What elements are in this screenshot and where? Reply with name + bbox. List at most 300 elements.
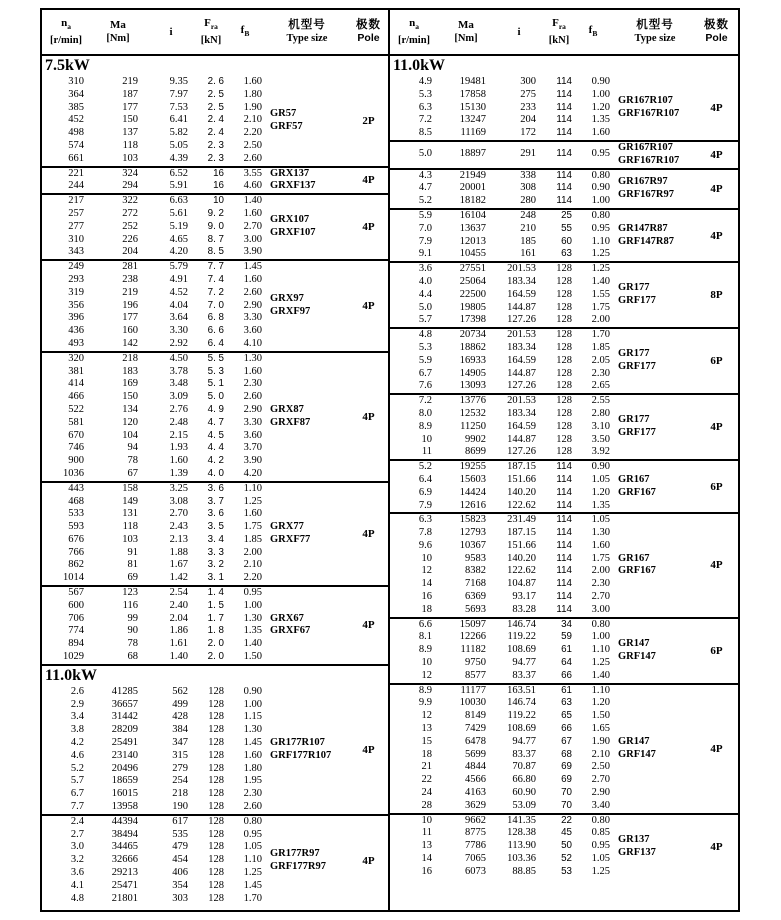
cell-i: 6.41 <box>169 114 188 126</box>
cell-fra: 2. 6 <box>207 76 224 87</box>
cell-i: 144.87 <box>507 433 536 445</box>
type-size-line: GR167R107 <box>618 141 673 153</box>
cell-fb: 2.10 <box>243 559 262 571</box>
type-size-line: GRX77 <box>270 521 304 533</box>
type-size-label <box>264 108 350 134</box>
type-size-label <box>612 638 698 664</box>
cell-fb: 1.25 <box>591 263 610 275</box>
cell-i: 3.09 <box>169 391 188 403</box>
type-size-label <box>264 521 350 547</box>
cell-ma: 28209 <box>111 724 138 736</box>
cell-fb: 1.60 <box>591 539 610 551</box>
cell-ma: 14905 <box>459 367 486 379</box>
type-size-line: GRX107 <box>270 214 310 226</box>
table-row <box>390 446 612 459</box>
cell-na: 217 <box>68 195 84 207</box>
table-row <box>42 711 264 724</box>
cell-i: 161 <box>520 248 536 260</box>
cell-fra: 4. 9 <box>207 403 224 415</box>
cell-fb: 0.95 <box>591 148 610 160</box>
cell-ma: 219 <box>122 76 138 87</box>
cell-ma: 16933 <box>459 354 486 366</box>
type-size-line: GRF147 <box>618 748 656 760</box>
cell-ma: 11250 <box>460 420 486 432</box>
cell-fb: 1.20 <box>591 697 610 709</box>
table-row <box>390 182 612 195</box>
cell-ma: 7429 <box>465 723 486 735</box>
type-size-line: GR177R107 <box>270 737 325 749</box>
cell-i: 2.92 <box>169 337 188 349</box>
cell-i: 1.40 <box>169 651 188 663</box>
cell-fb: 1.60 <box>243 207 262 219</box>
table-row <box>390 787 612 800</box>
cell-na: 16 <box>421 865 432 877</box>
header-pole: 极数 Pole <box>356 19 381 44</box>
type-size-line: GR167R97 <box>618 175 668 187</box>
cell-fra: 63 <box>561 697 572 709</box>
cell-fra: 128 <box>208 685 224 697</box>
group-rows <box>42 168 264 194</box>
cell-fra: 114 <box>556 473 572 485</box>
cell-fra: 3. 6 <box>207 482 224 494</box>
table-row <box>390 827 612 840</box>
cell-fra: 114 <box>556 461 572 473</box>
table-row <box>42 274 264 287</box>
cell-fra: 2. 3 <box>207 139 224 151</box>
cell-fb: 1.80 <box>243 88 262 100</box>
cell-fb: 1.00 <box>243 599 262 611</box>
table-row <box>390 604 612 617</box>
pole-label: 2P <box>362 114 375 127</box>
section-title: 7.5kW <box>45 57 90 74</box>
group-rows <box>390 76 612 140</box>
cell-ma: 11169 <box>460 127 486 139</box>
cell-i: 70.87 <box>512 761 536 773</box>
cell-ma: 18659 <box>111 775 138 787</box>
cell-fra: 65 <box>561 710 572 722</box>
cell-na: 5.9 <box>418 354 432 366</box>
cell-ma: 134 <box>122 403 138 415</box>
table-row <box>42 455 264 468</box>
cell-fra: 128 <box>208 711 224 723</box>
header-na: $n_a$ [r/min] <box>49 17 83 46</box>
table-row <box>390 461 612 474</box>
table-row <box>42 300 264 313</box>
cell-na: 600 <box>68 599 84 611</box>
type-size-label <box>612 834 698 860</box>
type-size-line: GRXF67 <box>270 625 311 637</box>
cell-na: 6.7 <box>418 367 432 379</box>
type-size-line: GR177 <box>618 414 650 426</box>
table-row <box>42 378 264 391</box>
type-size-line: GRF177 <box>618 361 656 373</box>
table-row <box>390 723 612 736</box>
type-size-line: GRX87 <box>270 403 304 415</box>
cell-fra: 7. 7 <box>207 261 224 273</box>
pole-label: 4P <box>362 854 375 867</box>
cell-na: 493 <box>68 337 84 349</box>
cell-fra: 128 <box>556 433 572 445</box>
cell-i: 1.86 <box>169 625 188 637</box>
cell-fb: 0.90 <box>591 182 610 194</box>
cell-fb: 1.20 <box>591 486 610 498</box>
cell-na: 4.3 <box>418 169 432 181</box>
cell-ma: 9902 <box>465 433 486 445</box>
cell-na: 320 <box>68 352 84 364</box>
cell-fra: 128 <box>208 892 224 904</box>
cell-fra: 114 <box>556 148 572 160</box>
table-row <box>42 102 264 115</box>
cell-ma: 90 <box>127 625 138 637</box>
cell-fb: 1.05 <box>591 473 610 485</box>
cell-i: 248 <box>520 209 536 221</box>
cell-ma: 18182 <box>459 195 486 207</box>
table-row <box>390 670 612 683</box>
cell-fb: 2.60 <box>243 286 262 298</box>
cell-na: 7.9 <box>418 235 432 247</box>
table-row <box>42 816 264 829</box>
cell-ma: 10367 <box>459 539 486 551</box>
cell-fra: 60 <box>561 235 572 247</box>
spec-group <box>390 170 738 210</box>
group-rows <box>42 587 264 664</box>
cell-ma: 204 <box>122 246 138 258</box>
cell-na: 900 <box>68 455 84 467</box>
spec-group <box>390 329 738 395</box>
cell-fra: 68 <box>561 748 572 760</box>
cell-i: 308 <box>520 182 536 194</box>
cell-fra: 3. 2 <box>207 559 224 571</box>
group-rows <box>42 195 264 259</box>
table-row <box>390 236 612 249</box>
cell-ma: 78 <box>127 638 138 650</box>
cell-fb: 1.75 <box>243 521 262 533</box>
cell-ma: 183 <box>122 365 138 377</box>
spec-group <box>390 76 738 142</box>
cell-na: 9.9 <box>418 697 432 709</box>
cell-fra: 128 <box>556 420 572 432</box>
cell-fra: 50 <box>561 840 572 852</box>
type-size-line: GR57 <box>270 107 297 119</box>
cell-ma: 158 <box>122 482 138 494</box>
cell-fra: 4. 5 <box>207 429 224 441</box>
cell-na: 6.6 <box>418 618 432 630</box>
cell-na: 5.2 <box>418 195 432 207</box>
cell-fb: 0.85 <box>591 827 610 839</box>
table-row <box>42 496 264 509</box>
table-row <box>42 625 264 638</box>
type-size-line: GRF57 <box>270 120 303 132</box>
cell-fb: 1.10 <box>591 644 610 656</box>
table-row <box>390 170 612 183</box>
cell-i: 201.53 <box>507 263 536 275</box>
cell-na: 4.7 <box>418 182 432 194</box>
cell-na: 13 <box>421 723 432 735</box>
cell-fb: 2.60 <box>243 391 262 403</box>
type-size-line: GR177 <box>618 348 650 360</box>
table-row <box>42 76 264 89</box>
spec-group <box>42 353 388 483</box>
cell-fb: 0.95 <box>591 222 610 234</box>
type-size-line: GRF177R97 <box>270 860 326 872</box>
cell-i: 254 <box>172 775 188 787</box>
type-size-line: GRF147 <box>618 650 656 662</box>
cell-fb: 1.65 <box>591 723 610 735</box>
cell-fb: 0.90 <box>243 685 262 697</box>
cell-ma: 169 <box>122 378 138 390</box>
table-row <box>390 565 612 578</box>
cell-fra: 128 <box>556 407 572 419</box>
cell-i: 2.43 <box>169 521 188 533</box>
cell-i: 144.87 <box>507 301 536 313</box>
type-size-line: GR167 <box>618 473 650 485</box>
section-title: 11.0kW <box>393 57 446 74</box>
cell-fra: 5. 3 <box>207 365 224 377</box>
cell-na: 5.2 <box>70 762 84 774</box>
group-rows <box>42 261 264 351</box>
cell-i: 303 <box>172 892 188 904</box>
cell-fra: 114 <box>556 539 572 551</box>
cell-i: 172 <box>520 127 536 139</box>
cell-fb: 2.30 <box>591 578 610 590</box>
cell-fra: 2. 5 <box>207 101 224 113</box>
cell-i: 183.34 <box>507 407 536 419</box>
cell-na: 5.3 <box>418 341 432 353</box>
table-row <box>390 302 612 315</box>
cell-fra: 69 <box>561 761 572 773</box>
type-size-label <box>612 142 698 168</box>
cell-fb: 1.95 <box>243 775 262 787</box>
cell-fra: 67 <box>561 735 572 747</box>
cell-ma: 19481 <box>459 76 486 87</box>
cell-fb: 1.80 <box>243 762 262 774</box>
cell-ma: 25471 <box>111 879 138 891</box>
cell-ma: 20001 <box>459 182 486 194</box>
cell-i: 2.13 <box>169 533 188 545</box>
cell-fra: 3. 7 <box>207 495 224 507</box>
table-row <box>390 685 612 698</box>
table-row <box>390 631 612 644</box>
cell-fb: 2.30 <box>243 788 262 800</box>
type-size-label <box>612 736 698 762</box>
cell-fb: 2.20 <box>243 127 262 139</box>
cell-ma: 272 <box>122 207 138 219</box>
type-size-label <box>264 404 350 430</box>
cell-fb: 3.00 <box>243 233 262 245</box>
cell-na: 13 <box>421 840 432 852</box>
cell-ma: 22500 <box>459 288 486 300</box>
cell-fb: 2.10 <box>243 114 262 126</box>
cell-na: 4.2 <box>70 737 84 749</box>
cell-na: 221 <box>68 167 84 179</box>
cell-na: 3.4 <box>70 711 84 723</box>
cell-i: 1.60 <box>169 455 188 467</box>
cell-fra: 1. 5 <box>207 599 224 611</box>
cell-ma: 13776 <box>459 395 486 407</box>
cell-fra: 2. 0 <box>207 651 224 663</box>
table-row <box>42 261 264 274</box>
cell-i: 127.26 <box>507 314 536 326</box>
table-row <box>42 788 264 801</box>
cell-i: 140.20 <box>507 552 536 564</box>
cell-fb: 2.90 <box>591 787 610 799</box>
cell-ma: 27551 <box>459 263 486 275</box>
cell-i: 2.70 <box>169 508 188 520</box>
cell-fra: 16 <box>213 167 224 179</box>
table-row <box>42 880 264 893</box>
group-rows <box>42 353 264 481</box>
cell-ma: 9750 <box>465 657 486 669</box>
cell-na: 356 <box>68 299 84 311</box>
type-size-label <box>264 293 350 319</box>
cell-fb: 3.90 <box>243 455 262 467</box>
cell-na: 466 <box>68 391 84 403</box>
cell-ma: 94 <box>127 442 138 454</box>
table-row <box>42 801 264 814</box>
table-row <box>390 223 612 236</box>
cell-na: 10 <box>421 814 432 826</box>
cell-fra: 128 <box>556 446 572 458</box>
pole-label: 8P <box>710 289 723 302</box>
cell-ma: 20496 <box>111 762 138 774</box>
group-rows <box>390 815 612 879</box>
cell-fb: 2.70 <box>591 774 610 786</box>
cell-fb: 1.40 <box>243 195 262 207</box>
cell-ma: 15603 <box>459 473 486 485</box>
cell-fb: 1.00 <box>591 631 610 643</box>
cell-fb: 2.55 <box>591 395 610 407</box>
table-row <box>42 651 264 664</box>
cell-i: 3.64 <box>169 312 188 324</box>
cell-fb: 0.80 <box>591 169 610 181</box>
spec-group <box>390 685 738 815</box>
cell-fra: 128 <box>208 698 224 710</box>
cell-na: 343 <box>68 246 84 258</box>
cell-fra: 69 <box>561 774 572 786</box>
cell-i: 146.74 <box>507 618 536 630</box>
table-row <box>390 210 612 223</box>
cell-fra: 16 <box>213 180 224 192</box>
type-size-label <box>612 414 698 440</box>
cell-na: 593 <box>68 521 84 533</box>
cell-fra: 128 <box>208 749 224 761</box>
cell-fra: 114 <box>556 76 572 87</box>
cell-ma: 81 <box>127 559 138 571</box>
table-row <box>42 89 264 102</box>
table-row <box>42 613 264 626</box>
table-row <box>42 587 264 600</box>
header-na: $n_a$ [r/min] <box>397 17 431 46</box>
cell-fb: 1.85 <box>591 341 610 353</box>
cell-na: 7.2 <box>418 114 432 126</box>
cell-na: 3.6 <box>70 867 84 879</box>
cell-na: 4.1 <box>70 879 84 891</box>
cell-fb: 0.80 <box>591 814 610 826</box>
cell-ma: 23140 <box>111 749 138 761</box>
type-size-label <box>612 282 698 308</box>
table-row <box>42 737 264 750</box>
cell-na: 310 <box>68 233 84 245</box>
table-row <box>390 434 612 447</box>
cell-fb: 3.60 <box>243 325 262 337</box>
cell-na: 746 <box>68 442 84 454</box>
table-row <box>42 763 264 776</box>
cell-fb: 1.60 <box>243 76 262 87</box>
cell-ma: 20734 <box>459 329 486 341</box>
pole-label: 4P <box>710 101 723 114</box>
cell-fra: 114 <box>556 486 572 498</box>
cell-fb: 1.70 <box>243 892 262 904</box>
cell-i: 83.28 <box>512 603 536 615</box>
cell-ma: 13958 <box>111 801 138 813</box>
spec-group <box>390 815 738 879</box>
cell-fra: 5. 1 <box>207 378 224 390</box>
table-row <box>390 148 612 161</box>
spec-group <box>42 168 388 196</box>
table-row <box>42 724 264 737</box>
cell-ma: 294 <box>122 180 138 192</box>
cell-fra: 128 <box>556 395 572 407</box>
type-size-line: GR147R87 <box>618 222 668 234</box>
cell-na: 774 <box>68 625 84 637</box>
cell-fb: 1.35 <box>591 499 610 511</box>
type-size-line: GRF147R87 <box>618 235 674 247</box>
cell-i: 83.37 <box>512 669 536 681</box>
cell-fb: 3.30 <box>243 312 262 324</box>
cell-na: 10 <box>421 552 432 564</box>
cell-na: 277 <box>68 220 84 232</box>
type-size-line: GRXF107 <box>270 227 316 239</box>
cell-na: 7.8 <box>418 527 432 539</box>
table-row <box>42 600 264 613</box>
cell-fra: 45 <box>561 827 572 839</box>
cell-fb: 1.75 <box>591 301 610 313</box>
cell-i: 94.77 <box>512 657 536 669</box>
cell-fb: 1.05 <box>591 853 610 865</box>
cell-fb: 0.80 <box>591 209 610 221</box>
cell-ma: 103 <box>122 152 138 164</box>
cell-ma: 19805 <box>459 301 486 313</box>
group-rows <box>42 76 264 166</box>
type-size-line: GRF177 <box>618 427 656 439</box>
cell-na: 1014 <box>63 572 84 584</box>
cell-fra: 128 <box>556 314 572 326</box>
cell-fra: 114 <box>556 101 572 113</box>
pole-label: 4P <box>710 229 723 242</box>
cell-i: 4.50 <box>169 352 188 364</box>
pole-label: 4P <box>362 410 375 423</box>
left-table-body <box>42 56 388 905</box>
cell-na: 8.0 <box>418 407 432 419</box>
table-row <box>42 168 264 181</box>
table-row <box>390 815 612 828</box>
cell-i: 233 <box>520 101 536 113</box>
cell-fb: 1.50 <box>591 710 610 722</box>
pole-label: 4P <box>362 221 375 234</box>
cell-na: 498 <box>68 127 84 139</box>
table-row <box>390 774 612 787</box>
spec-group <box>42 816 388 906</box>
cell-fb: 1.30 <box>243 612 262 624</box>
cell-i: 5.91 <box>169 180 188 192</box>
cell-ma: 34465 <box>111 841 138 853</box>
cell-i: 3.08 <box>169 495 188 507</box>
cell-ma: 226 <box>122 233 138 245</box>
cell-ma: 7168 <box>465 578 486 590</box>
cell-ma: 6478 <box>465 735 486 747</box>
cell-fb: 1.10 <box>243 854 262 866</box>
pole-label: 4P <box>362 743 375 756</box>
